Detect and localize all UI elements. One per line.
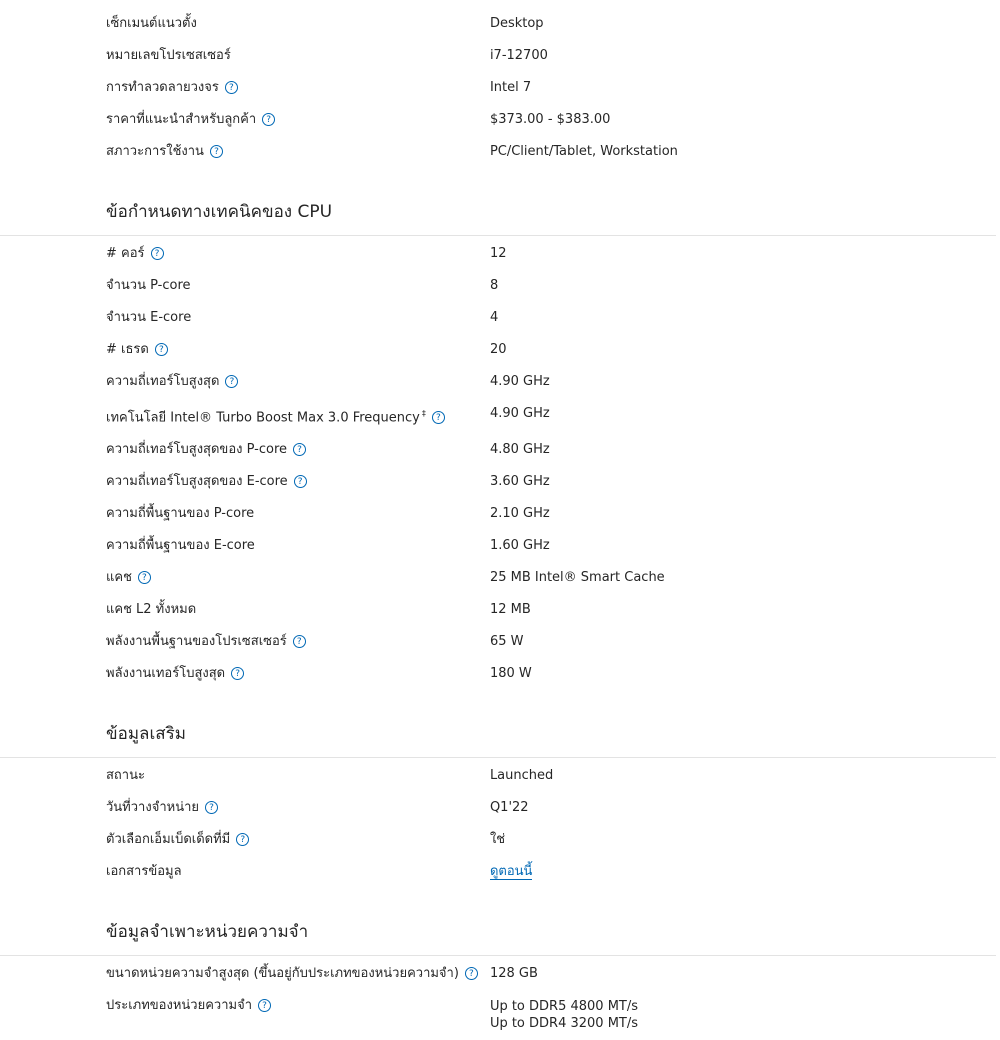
- spec-label-text: ขนาดหน่วยความจำสูงสุด (ขึ้นอยู่กับประเภทของหน่วยความจำ): [106, 966, 459, 982]
- section-header-cell: [0, 888, 1000, 958]
- spec-label-text: จำนวน P-core: [106, 278, 191, 293]
- spec-label-text: สภาวะการใช้งาน: [106, 144, 204, 159]
- datasheet-link[interactable]: ดูตอนนี้: [489, 864, 533, 880]
- spec-value-cell: [490, 366, 1000, 398]
- spec-value-text: 65 W: [489, 634, 524, 650]
- spec-value-cell: [490, 238, 1000, 270]
- spec-label-cell: [0, 8, 490, 40]
- section-header-wrap: [0, 888, 996, 956]
- spec-value-cell: [490, 72, 1000, 104]
- spec-value-text: 2.10 GHz: [489, 506, 550, 522]
- spec-value-text: 1.60 GHz: [489, 538, 550, 554]
- spec-value-cell: [490, 40, 1000, 72]
- spec-value-cell: [490, 658, 1000, 690]
- spec-row: [0, 792, 1000, 824]
- spec-label-cell: [0, 466, 490, 498]
- spec-value-cell: [490, 824, 1000, 856]
- spec-label-text: ประเภทของหน่วยความจำ: [106, 998, 252, 1014]
- spec-label-text: เทคโนโลยี Intel® Turbo Boost Max 3.0 Frequency: [106, 410, 420, 426]
- section-heading: ข้อมูลจำเพาะหน่วยความจำ: [0, 888, 996, 956]
- spec-value-text: PC/Client/Tablet, Workstation: [489, 144, 678, 159]
- spec-value-cell: [490, 760, 1000, 792]
- spec-label-cell: [0, 498, 490, 530]
- spec-value-cell: [490, 594, 1000, 626]
- spec-label-text: จำนวน E-core: [106, 310, 192, 325]
- help-icon[interactable]: ?: [205, 801, 218, 814]
- help-icon[interactable]: ?: [225, 375, 238, 388]
- section-header-row: [0, 888, 1000, 958]
- spec-row: [0, 530, 1000, 562]
- spec-label-cell: [0, 398, 490, 434]
- spec-value-cell: [490, 856, 1000, 888]
- spec-row: [0, 104, 1000, 136]
- spec-value-text: Desktop: [489, 16, 544, 31]
- spec-label-text: พลังงานพื้นฐานของโปรเซสเซอร์: [106, 634, 287, 650]
- spec-label-cell: [0, 104, 490, 136]
- spec-value-line: Up to DDR4 3200 MT/s: [489, 1016, 639, 1032]
- spec-row: [0, 270, 1000, 302]
- help-icon[interactable]: ?: [236, 833, 249, 846]
- help-icon[interactable]: ?: [155, 343, 168, 356]
- spec-label-text: หมายเลขโปรเซสเซอร์: [106, 48, 231, 63]
- specifications-table: [0, 8, 1000, 1040]
- section-header-row: [0, 690, 1000, 760]
- spec-row: [0, 562, 1000, 594]
- spec-value-cell: [490, 498, 1000, 530]
- spec-label-text: ตัวเลือกเอ็มเบ็ดเด็ดที่มี: [106, 832, 231, 848]
- spec-label-text: ความถี่พื้นฐานของ P-core: [106, 506, 255, 522]
- help-icon[interactable]: ?: [210, 145, 223, 158]
- spec-value-text: 4: [489, 310, 499, 325]
- section-header-cell: [0, 690, 1000, 760]
- spec-label-text: # คอร์: [106, 246, 145, 261]
- spec-label-cell: [0, 136, 490, 168]
- spec-value-cell: [490, 466, 1000, 498]
- spec-value-cell: [490, 398, 1000, 434]
- section-header-wrap: [0, 168, 996, 236]
- spec-label-cell: [0, 238, 490, 270]
- spec-value-text: 12: [489, 246, 507, 261]
- spec-value-cell: [490, 136, 1000, 168]
- section-heading: ข้อกำหนดทางเทคนิคของ CPU: [0, 168, 996, 236]
- spec-label-cell: [0, 302, 490, 334]
- help-icon[interactable]: ?: [293, 635, 306, 648]
- spec-label-cell: [0, 626, 490, 658]
- spec-value-text: ใช่: [489, 832, 506, 848]
- spec-row: [0, 626, 1000, 658]
- spec-value-text: 12 MB: [489, 602, 531, 618]
- spec-value-cell: [490, 104, 1000, 136]
- help-icon[interactable]: ?: [262, 113, 275, 126]
- spec-value-cell: [490, 270, 1000, 302]
- help-icon[interactable]: ?: [258, 999, 271, 1012]
- spec-row: [0, 856, 1000, 888]
- spec-value-text: 20: [489, 342, 507, 357]
- spec-label-cell: [0, 824, 490, 856]
- spec-value-cell: [490, 792, 1000, 824]
- spec-row: [0, 760, 1000, 792]
- spec-label-cell: [0, 856, 490, 888]
- section-header-wrap: [0, 690, 996, 758]
- spec-value-line: Up to DDR5 4800 MT/s: [489, 999, 639, 1015]
- help-icon[interactable]: ?: [138, 571, 151, 584]
- spec-row: [0, 594, 1000, 626]
- section-heading: ข้อมูลเสริม: [0, 690, 996, 758]
- spec-value-text: 4.90 GHz: [489, 374, 550, 389]
- help-icon[interactable]: ?: [151, 247, 164, 260]
- spec-value-text: 3.60 GHz: [489, 474, 550, 490]
- spec-label-cell: [0, 530, 490, 562]
- spec-value-cell: [490, 530, 1000, 562]
- help-icon[interactable]: ?: [225, 81, 238, 94]
- spec-value-text: Q1'22: [489, 800, 529, 816]
- spec-row: [0, 366, 1000, 398]
- spec-row: [0, 398, 1000, 434]
- spec-row: [0, 40, 1000, 72]
- spec-label-text: พลังงานเทอร์โบสูงสุด: [106, 666, 226, 682]
- section-header-cell: [0, 168, 1000, 238]
- spec-row: [0, 990, 1000, 1040]
- spec-row: [0, 302, 1000, 334]
- spec-value-cell: [490, 434, 1000, 466]
- spec-value-cell: [490, 958, 1000, 990]
- spec-value-text: 4.90 GHz: [489, 406, 550, 421]
- spec-value-text: 128 GB: [489, 966, 538, 982]
- spec-value-text: 25 MB Intel® Smart Cache: [489, 570, 665, 586]
- specifications-body: [0, 8, 1000, 1040]
- spec-row: [0, 498, 1000, 530]
- spec-label-cell: [0, 366, 490, 398]
- spec-label-cell: [0, 270, 490, 302]
- help-icon[interactable]: ?: [231, 667, 244, 680]
- spec-row: [0, 72, 1000, 104]
- spec-label-cell: [0, 594, 490, 626]
- spec-label-cell: [0, 792, 490, 824]
- spec-label-text: ราคาที่แนะนำสำหรับลูกค้า: [106, 112, 257, 127]
- spec-label-text: วันที่วางจำหน่าย: [106, 800, 199, 816]
- spec-value-text: Intel 7: [489, 80, 532, 95]
- spec-value-cell: [490, 334, 1000, 366]
- spec-row: [0, 466, 1000, 498]
- spec-label-text: การทำลวดลายวงจร: [106, 80, 219, 95]
- spec-label-text: สถานะ: [106, 768, 145, 784]
- spec-label-cell: [0, 72, 490, 104]
- spec-row: [0, 8, 1000, 40]
- spec-row: [0, 434, 1000, 466]
- spec-row: [0, 238, 1000, 270]
- spec-label-text: ความถี่เทอร์โบสูงสุดของ E-core: [106, 474, 288, 490]
- spec-value-text: 180 W: [489, 666, 532, 682]
- spec-label-text: เซ็กเมนต์แนวตั้ง: [106, 16, 197, 31]
- spec-label-cell: [0, 658, 490, 690]
- spec-label-text: ความถี่พื้นฐานของ E-core: [106, 538, 255, 554]
- spec-value-text: 8: [489, 278, 499, 293]
- spec-row: [0, 334, 1000, 366]
- help-icon[interactable]: ?: [432, 411, 445, 424]
- spec-label-cell: [0, 760, 490, 792]
- spec-value-cell: [490, 562, 1000, 594]
- footnote-marker: ‡: [421, 409, 426, 418]
- spec-value-text: Launched: [489, 768, 554, 784]
- spec-value-text: $373.00 - $383.00: [489, 112, 611, 127]
- help-icon[interactable]: ?: [294, 475, 307, 488]
- spec-label-text: ความถี่เทอร์โบสูงสุดของ P-core: [106, 442, 288, 458]
- spec-row: [0, 824, 1000, 856]
- spec-value-cell: [490, 8, 1000, 40]
- help-icon[interactable]: ?: [293, 443, 306, 456]
- spec-label-text: # เธรด: [106, 342, 149, 357]
- spec-label-cell: [0, 334, 490, 366]
- spec-row: [0, 136, 1000, 168]
- spec-label-text: ความถี่เทอร์โบสูงสุด: [106, 374, 220, 389]
- spec-label-text: แคช L2 ทั้งหมด: [106, 602, 197, 618]
- spec-value-text: 4.80 GHz: [489, 442, 550, 458]
- spec-label-text: แคช: [106, 570, 132, 586]
- help-icon[interactable]: ?: [465, 967, 478, 980]
- spec-value-cell: [490, 302, 1000, 334]
- spec-label-text: เอกสารข้อมูล: [106, 864, 182, 880]
- spec-label-cell: [0, 40, 490, 72]
- spec-label-cell: [0, 958, 490, 990]
- spec-value-text: i7-12700: [489, 48, 548, 63]
- spec-value-cell: [490, 990, 1000, 1040]
- spec-row: [0, 658, 1000, 690]
- spec-label-cell: [0, 434, 490, 466]
- spec-label-cell: [0, 562, 490, 594]
- spec-value-cell: [490, 626, 1000, 658]
- section-header-row: [0, 168, 1000, 238]
- spec-row: [0, 958, 1000, 990]
- spec-label-cell: [0, 990, 490, 1040]
